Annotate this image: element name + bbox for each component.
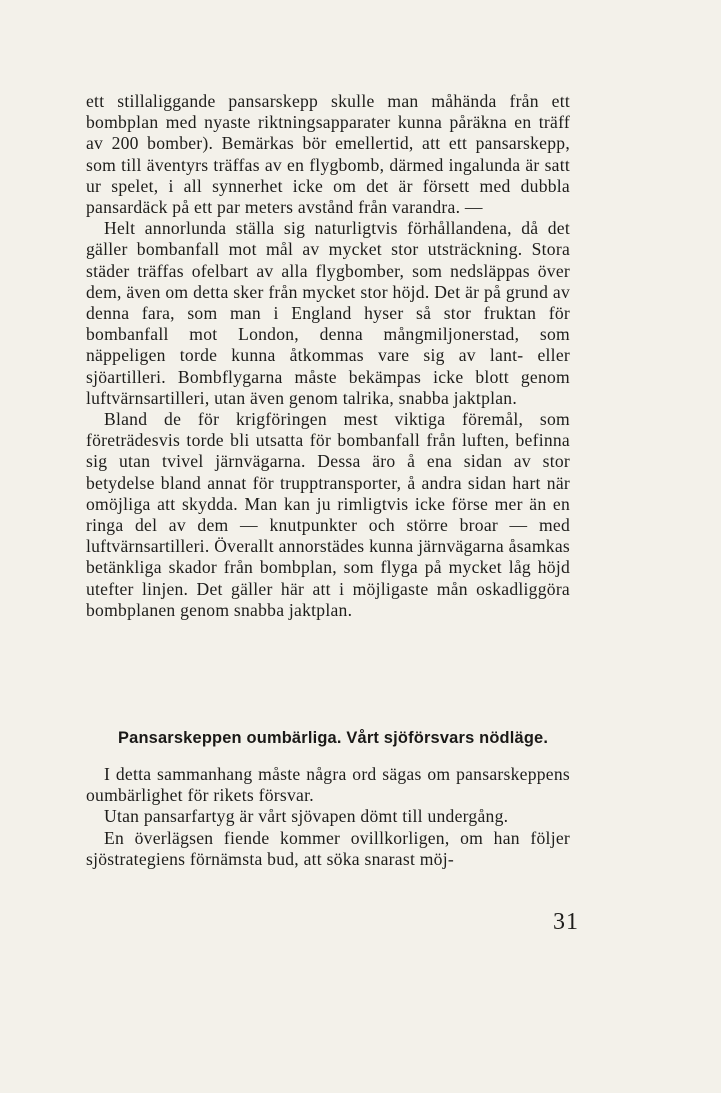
- paragraph: Helt annorlunda ställa sig naturligtvis förhållandena, då det gäller bombanfall mot mål av mycket stor utsträckning. Stora städer träffas ofelbart av alla flygbomber, som nedsläppas över dem, även om detta sker från mycket stor höjd. Det är på grund av denna fara, som man i England hyser så stor fruktan för bombanfall mot London, denna mångmiljonerstad, som näppeligen torde kunna åtkommas vare sig av lant- eller sjöartilleri. Bombflygarna måste bekämpas icke blott genom luftvärnsartilleri, utan även genom talrika, snabba jaktplan.: [86, 218, 570, 408]
- section-heading: Pansarskeppen oumbärliga. Vårt sjöförsvars nödläge.: [118, 729, 549, 747]
- paragraph: Bland de för krigföringen mest viktiga föremål, som företrädesvis torde bli utsatta för bombanfall från luften, befinna sig utan tvivel järnvägarna. Dessa äro å ena sidan av stor betydelse bland annat för trupptransporter, å andra sidan hart när omöjliga att skydda. Man kan ju rimligtvis icke förse mer än en ringa del av dem — knutpunkter och större broar — med luftvärnsartilleri. Överallt annorstädes kunna järnvägarna åsamkas betänkliga skador från bombplan, som flyga på mycket låg höjd utefter linjen. Det gäller här att i möjligaste mån oskadliggöra bombplanen genom snabba jaktplan.: [86, 409, 570, 620]
- paragraph: Utan pansarfartyg är vårt sjövapen dömt till undergång.: [104, 806, 509, 827]
- page-number: 31: [553, 909, 579, 935]
- paragraph: ett stillaliggande pansarskepp skulle man måhända från ett bombplan med nyaste riktningsapparater kunna påräkna en träff av 200 bomber). Bemärkas bör emellertid, att ett pansarskepp, som till äventyrs träffas av en flygbomb, därmed ingalunda är satt ur spelet, i all synnerhet icke om det är försett med dubbla pansardäck på ett par meters avstånd från varandra. —: [86, 91, 570, 218]
- paragraph: I detta sammanhang måste några ord sägas om pansarskeppens oumbärlighet för rikets försvar.: [86, 764, 570, 806]
- section-text-block: [86, 764, 570, 870]
- paragraph: En överlägsen fiende kommer ovillkorligen, om han följer sjöstrategiens förnämsta bud, att söka snarast möj-: [86, 827, 570, 869]
- main-text-block: [86, 91, 570, 621]
